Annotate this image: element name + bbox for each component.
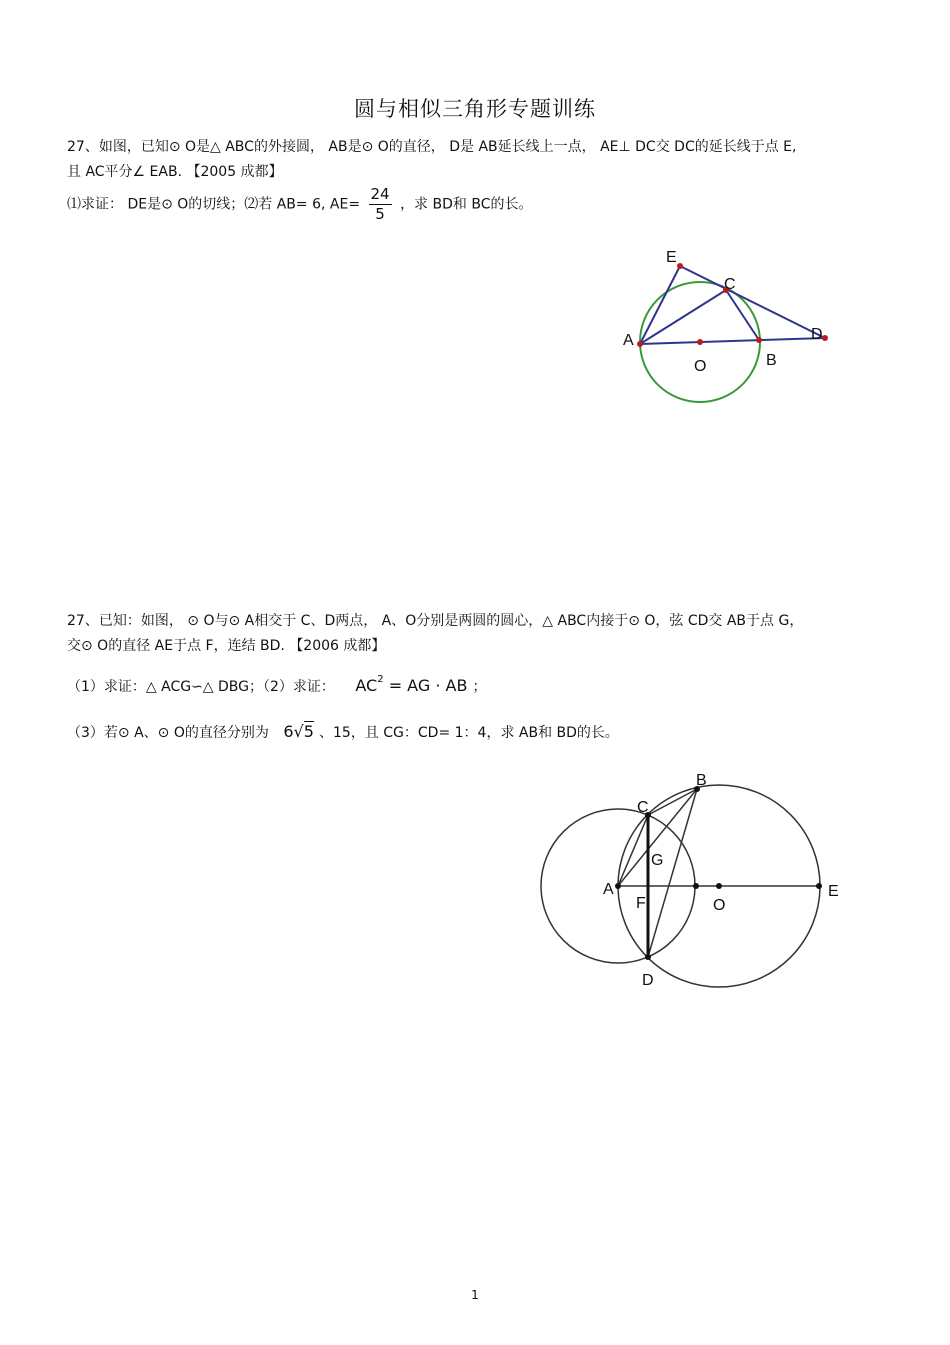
segment-ac2: [618, 815, 648, 886]
q2-text-line4: [67, 722, 619, 742]
equation-lhs: AC: [355, 676, 378, 695]
point-d: [822, 335, 828, 341]
segment-ad: [640, 338, 825, 344]
q2-prompt-tail: ；: [472, 679, 487, 695]
page-number: 1: [471, 1288, 479, 1302]
label-o: O: [694, 358, 707, 375]
segment-cb2: [648, 789, 697, 815]
point-circle-a-edge: [693, 883, 699, 889]
point-d2: [645, 954, 651, 960]
label-b2: B: [696, 772, 707, 789]
q1-text-line1: 27、如图，已知⊙ O是△ ABC的外接圆， AB是⊙ O的直径， D是 AB延长线上一点， AE⊥ DC交 DC的延长线于点 E,: [67, 139, 797, 155]
label-g: G: [651, 852, 664, 869]
q1-text-line2: 且 AC平分∠ EAB. 【2005 成都】: [67, 164, 283, 180]
label-a2: A: [603, 881, 614, 898]
q1-prompt-tail: ，求 BD和 BC的长。: [400, 196, 533, 213]
ae-fraction: [369, 185, 392, 224]
fraction-denominator: 5: [375, 205, 385, 223]
q2-part3-tail: 、15，且 CG：CD= 1：4，求 AB和 BD的长。: [319, 725, 619, 741]
q1-text-line3: [67, 185, 532, 224]
segment-ed: [680, 266, 825, 338]
label-d: D: [811, 326, 823, 343]
label-o2: O: [713, 897, 726, 914]
q2-text-line1: 27、已知：如图， ⊙ O与⊙ A相交于 C、D两点， A、O分别是两圆的圆心，△ ABC内接于⊙ O，弦 CD交 AB于点 G，: [67, 613, 804, 629]
label-c: C: [724, 276, 736, 293]
segment-bd2: [648, 789, 697, 957]
equation: [355, 676, 472, 695]
point-a: [637, 341, 643, 347]
label-a: A: [623, 332, 634, 349]
label-f: F: [636, 895, 646, 912]
sqrt-icon: √: [293, 722, 304, 741]
label-d2: D: [642, 972, 654, 989]
radical-argument: 5: [303, 722, 314, 741]
q2-text-line2: 交⊙ O的直径 AE于点 F，连结 BD. 【2006 成都】: [67, 638, 386, 654]
point-b: [756, 337, 762, 343]
label-e2: E: [828, 883, 839, 900]
fraction-numerator: 24: [370, 185, 390, 203]
point-a2: [615, 883, 621, 889]
equation-exponent: 2: [377, 674, 384, 685]
label-b: B: [766, 352, 777, 369]
point-o2: [716, 883, 722, 889]
q2-figure: [530, 765, 860, 995]
q2-part3-prompt: （3）若⊙ A、⊙ O的直径分别为: [67, 725, 269, 741]
q1-prompt: ⑴求证： DE是⊙ O的切线；⑵若 AB= 6, AE=: [67, 196, 361, 213]
point-e: [677, 263, 683, 269]
radical-coefficient: 6: [283, 722, 294, 741]
point-e2: [816, 883, 822, 889]
q1-figure: [600, 240, 860, 420]
label-e: E: [666, 249, 677, 266]
equation-rhs: = AG · AB: [388, 676, 468, 695]
q2-text-line3: [67, 674, 487, 696]
page-title: 圆与相似三角形专题训练: [354, 97, 596, 121]
point-o: [697, 339, 703, 345]
radical-expression: [283, 722, 319, 741]
q2-prompt: （1）求证：△ ACG∽△ DBG；（2）求证：: [67, 679, 335, 695]
label-c2: C: [637, 799, 649, 816]
